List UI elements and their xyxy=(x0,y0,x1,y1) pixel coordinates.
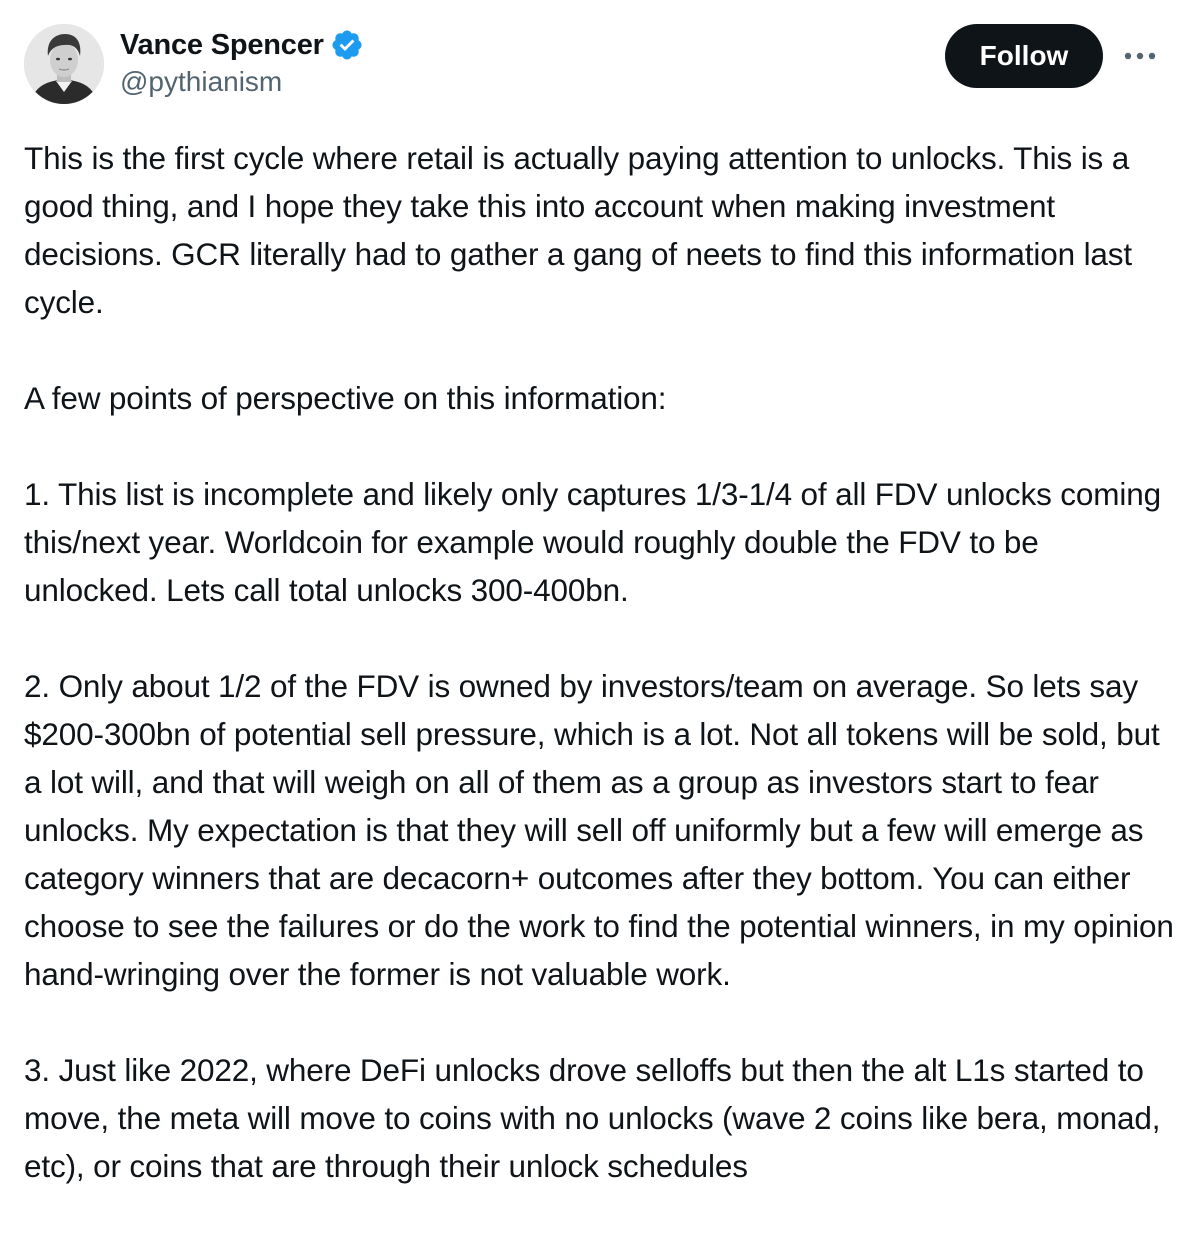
verified-badge-icon xyxy=(330,28,364,62)
more-options-button[interactable] xyxy=(1120,38,1160,74)
tweet-paragraph: This is the first cycle where retail is actually paying attention to unlocks. This is a good thing, and I hope they take this into account when making investment decisions. GCR literally had to gather a gang of neets to find this information last cycle. xyxy=(24,140,1133,320)
follow-button[interactable]: Follow xyxy=(945,24,1103,88)
author-display-name[interactable]: Vance Spencer xyxy=(120,28,324,61)
tweet-paragraph: A few points of perspective on this information: xyxy=(24,380,667,416)
tweet-paragraph: 3. Just like 2022, where DeFi unlocks drove selloffs but then the alt L1s started to move, the meta will move to coins with no unlocks (wave 2 coins like bera, monad, etc), or coins that are through their unlock schedules xyxy=(24,1052,1161,1184)
name-row xyxy=(120,26,364,64)
tweet-paragraph: 1. This list is incomplete and likely only captures 1/3-1/4 of all FDV unlocks coming this/next year. Worldcoin for example would roughly double the FDV to be unlocked. Lets call total unlocks 300-400bn. xyxy=(24,476,1161,608)
author-handle[interactable]: @pythianism xyxy=(120,66,283,97)
avatar[interactable] xyxy=(24,24,104,104)
profile-photo-icon xyxy=(24,24,104,104)
author-identity[interactable] xyxy=(120,26,364,98)
tweet-header xyxy=(24,24,1158,108)
tweet-paragraph: 2. Only about 1/2 of the FDV is owned by investors/team on average. So lets say $200-300bn of potential sell pressure, which is a lot. Not all tokens will be sold, but a lot will, and that will weigh on all of them as a group as investors start to fear unlocks. My expectation is that they will sell off uniformly but a few will emerge as category winners that are decacorn+ outcomes after they bottom. You can either choose to see the failures or do the work to find the potential winners, in my opinion hand-wringing over the former is not valuable work. xyxy=(24,668,1174,992)
more-horizontal-icon xyxy=(1123,51,1157,61)
tweet-text xyxy=(24,134,1174,1238)
